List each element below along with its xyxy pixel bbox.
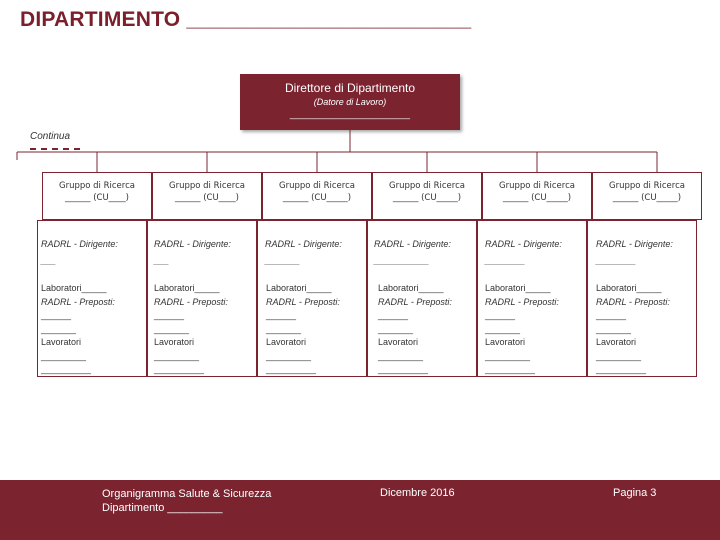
group-code: ______ (CU_____) <box>392 193 462 203</box>
group-code: ______ (CU____) <box>65 193 129 203</box>
preposti-line-1: ______ <box>378 310 409 320</box>
footer-caption-line-2: Dipartimento _________ <box>102 502 223 514</box>
lavoratori-line-2: __________ <box>41 364 92 374</box>
lavoratori-line-2: __________ <box>596 364 647 374</box>
radrl-dirigente-2 <box>154 236 231 270</box>
footer-caption <box>102 487 271 515</box>
radrl-dirigente-label: RADRL - Dirigente: <box>154 239 231 249</box>
footer-date: Dicembre 2016 <box>380 487 455 499</box>
laboratori-label: Laboratori_____ <box>154 283 220 293</box>
radrl-preposti-label: RADRL - Preposti: <box>41 296 115 307</box>
group-box-5 <box>482 172 592 220</box>
radrl-preposti-label: RADRL - Preposti: <box>266 296 340 307</box>
radrl-dirigente-line: ________ <box>485 256 526 266</box>
preposti-line-1: ______ <box>266 310 297 320</box>
group-box-2 <box>152 172 262 220</box>
preposti-line-2: _______ <box>596 323 632 334</box>
preposti-line-2: _______ <box>41 323 77 334</box>
radrl-dirigente-3 <box>265 236 342 270</box>
footer-caption-line-1: Organigramma Salute & Sicurezza <box>102 488 272 500</box>
preposti-line-2: _______ <box>378 323 414 334</box>
radrl-preposti-label: RADRL - Preposti: <box>378 296 452 307</box>
staff-list-6 <box>596 282 670 377</box>
staff-list-2 <box>154 282 228 377</box>
continua-label: Continua <box>30 131 71 142</box>
preposti-line-2: _______ <box>154 323 190 334</box>
staff-list-4 <box>378 282 452 377</box>
lavoratori-line-2: __________ <box>485 364 536 374</box>
group-box-3 <box>262 172 372 220</box>
radrl-dirigente-6 <box>596 236 673 270</box>
laboratori-label: Laboratori_____ <box>266 283 332 293</box>
laboratori-label: Laboratori_____ <box>485 283 551 293</box>
lavoratori-label: Lavoratori <box>378 337 419 347</box>
preposti-line-1: ______ <box>41 310 72 320</box>
preposti-line-1: ______ <box>154 310 185 320</box>
radrl-dirigente-5 <box>485 236 562 270</box>
radrl-preposti-label: RADRL - Preposti: <box>485 296 559 307</box>
lavoratori-label: Lavoratori <box>41 337 82 347</box>
footer-page-number: Pagina 3 <box>613 487 657 499</box>
group-box-4 <box>372 172 482 220</box>
group-code: ______ (CU_____) <box>502 193 572 203</box>
lavoratori-line-1: _________ <box>154 350 200 361</box>
radrl-dirigente-4 <box>374 236 451 270</box>
laboratori-label: Laboratori_____ <box>596 283 662 293</box>
lavoratori-line-1: _________ <box>596 350 642 361</box>
group-code: ______ (CU_____) <box>282 193 352 203</box>
preposti-line-1: ______ <box>485 310 516 320</box>
laboratori-label: Laboratori_____ <box>41 283 107 293</box>
radrl-dirigente-1 <box>41 236 118 270</box>
preposti-line-2: _______ <box>485 323 521 334</box>
lavoratori-label: Lavoratori <box>485 337 526 347</box>
group-box-1 <box>42 172 152 220</box>
lavoratori-line-1: _________ <box>41 350 87 361</box>
radrl-dirigente-line: _______ <box>265 256 301 266</box>
radrl-preposti-label: RADRL - Preposti: <box>596 296 670 307</box>
radrl-dirigente-label: RADRL - Dirigente: <box>265 239 342 249</box>
lavoratori-line-2: __________ <box>378 364 429 374</box>
laboratori-label: Laboratori_____ <box>378 283 444 293</box>
lavoratori-label: Lavoratori <box>266 337 307 347</box>
radrl-dirigente-label: RADRL - Dirigente: <box>485 239 562 249</box>
staff-list-3 <box>266 282 340 377</box>
preposti-line-1: ______ <box>596 310 627 320</box>
director-subtitle: (Datore di Lavoro) <box>313 97 387 107</box>
lavoratori-line-2: __________ <box>154 364 205 374</box>
radrl-dirigente-label: RADRL - Dirigente: <box>596 239 673 249</box>
radrl-dirigente-line: ___ <box>154 256 170 266</box>
group-code: ______ (CU____) <box>175 193 239 203</box>
lavoratori-line-1: _________ <box>378 350 424 361</box>
radrl-preposti-label: RADRL - Preposti: <box>154 296 228 307</box>
staff-list-5 <box>485 282 559 377</box>
group-name: Gruppo di Ricerca <box>609 181 685 191</box>
lavoratori-line-1: _________ <box>266 350 312 361</box>
group-name: Gruppo di Ricerca <box>389 181 465 191</box>
radrl-dirigente-line: ___________ <box>374 256 430 266</box>
director-name: Direttore di Dipartimento <box>284 81 416 95</box>
lavoratori-line-1: _________ <box>485 350 531 361</box>
lavoratori-label: Lavoratori <box>596 337 637 347</box>
lavoratori-label: Lavoratori <box>154 337 195 347</box>
group-code: ______ (CU_____) <box>612 193 682 203</box>
preposti-line-2: _______ <box>266 323 302 334</box>
staff-list-1 <box>41 282 115 377</box>
lavoratori-line-2: __________ <box>266 364 317 374</box>
group-name: Gruppo di Ricerca <box>169 181 245 191</box>
radrl-dirigente-label: RADRL - Dirigente: <box>41 239 118 249</box>
group-box-6 <box>592 172 702 220</box>
group-name: Gruppo di Ricerca <box>499 181 575 191</box>
director-blank-line: ________________________ <box>289 109 411 119</box>
group-name: Gruppo di Ricerca <box>59 181 135 191</box>
slide-title: DIPARTIMENTO ________________________ <box>20 8 472 31</box>
radrl-dirigente-label: RADRL - Dirigente: <box>374 239 451 249</box>
group-name: Gruppo di Ricerca <box>279 181 355 191</box>
radrl-dirigente-line: ________ <box>596 256 637 266</box>
radrl-dirigente-line: ___ <box>41 256 57 266</box>
